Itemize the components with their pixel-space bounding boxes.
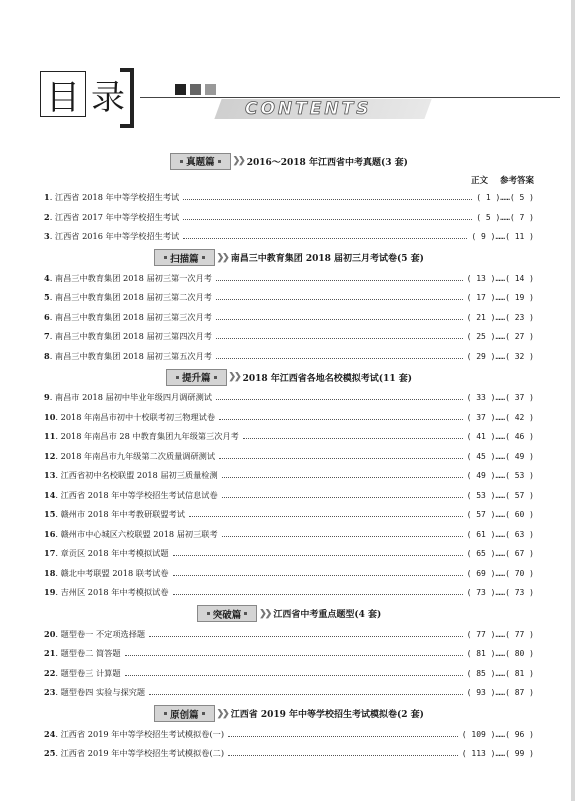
- toc-entry-pages: ( 17 )……( 19 ): [466, 293, 534, 303]
- column-main-text: 正文: [470, 176, 488, 186]
- toc-entry-number: 21: [44, 648, 56, 659]
- toc-entry-label: [44, 312, 212, 323]
- toc-entry[interactable]: [44, 625, 534, 645]
- toc-entry[interactable]: [44, 227, 534, 247]
- page-edge: [571, 0, 575, 801]
- toc-entry-pages: ( 113 )……( 99 ): [461, 749, 534, 759]
- section-title: 南昌三中教育集团 2018 届初三月考试卷(5 套): [230, 254, 424, 264]
- toc-entry-label: [44, 351, 212, 362]
- section-badge: [154, 249, 215, 266]
- toc-entry-pages: ( 33 )……( 37 ): [466, 393, 534, 403]
- toc-entry-number: 11: [44, 431, 56, 442]
- toc-entry-label: [44, 668, 121, 679]
- dot-leader: [216, 358, 463, 359]
- decor-square-light: [205, 84, 216, 95]
- toc-entry-label: [44, 470, 218, 481]
- double-chevron-icon: ❯❯: [228, 372, 240, 382]
- toc-entry-number: 16: [44, 528, 56, 539]
- section-heading: [44, 247, 534, 269]
- toc-entry-title: . 2018 年南昌市九年级第二次质量调研测试: [55, 450, 216, 461]
- toc-entry[interactable]: [44, 683, 534, 703]
- header-rule: [140, 97, 560, 98]
- toc-entry-number: 24: [44, 728, 56, 739]
- dot-leader: [173, 575, 463, 576]
- toc-title: [40, 70, 130, 118]
- toc-entry-pages: ( 57 )……( 60 ): [466, 510, 534, 520]
- toc-entry-number: 20: [44, 628, 56, 639]
- toc-entry[interactable]: [44, 466, 534, 486]
- dot-leader: [222, 477, 463, 478]
- toc-entry-number: 7: [44, 331, 50, 342]
- section-badge: [170, 153, 231, 170]
- badge-dot-icon: [180, 160, 183, 163]
- toc-entry-title: . 2018 年南昌市 28 中教育集团九年级第三次月考: [55, 431, 239, 442]
- toc-entry-pages: ( 5 )……( 7 ): [476, 212, 534, 222]
- toc-entry-title: . 题型卷一 不定项选择题: [55, 628, 146, 639]
- toc-entry-number: 2: [44, 211, 50, 222]
- toc-entry[interactable]: [44, 388, 534, 408]
- badge-dot-icon: [207, 612, 210, 615]
- section-badge-label: 扫描篇: [170, 253, 199, 265]
- dot-leader: [216, 338, 463, 339]
- title-char-lu: 录: [86, 72, 130, 116]
- double-chevron-icon: ❯❯: [216, 252, 228, 263]
- toc-entry-label: [44, 412, 215, 423]
- toc-entry-title: . 南昌三中教育集团 2018 届初三第三次月考: [49, 311, 212, 322]
- dot-leader: [125, 675, 463, 676]
- toc-entry-label: [44, 331, 212, 342]
- toc-entry-title: . 江西省 2019 年中等学校招生考试模拟卷(二): [55, 748, 225, 759]
- section-title: 2016～2018 年江西省中考真题(3 套): [246, 157, 408, 168]
- badge-dot-icon: [176, 376, 179, 379]
- toc-entry-title: . 南昌市 2018 届初中毕业年级四月调研测试: [49, 392, 212, 403]
- toc-entry-number: 4: [44, 272, 50, 283]
- toc-entry[interactable]: [44, 525, 534, 545]
- toc-entry[interactable]: [44, 427, 534, 447]
- section-badge: [197, 605, 258, 622]
- toc-entry-label: [44, 529, 218, 540]
- toc-entry-pages: ( 1 )……( 5 ): [476, 193, 534, 203]
- toc-entry-pages: ( 49 )……( 53 ): [466, 471, 534, 481]
- toc-entry[interactable]: [44, 583, 534, 603]
- toc-entry-number: 10: [44, 411, 56, 422]
- section-badge: [166, 369, 227, 386]
- toc-entry-number: 13: [44, 470, 56, 481]
- toc-entry-number: 14: [44, 489, 56, 500]
- contents-label: CONTENTS: [245, 99, 372, 119]
- section-heading: [44, 150, 534, 172]
- dot-leader: [125, 655, 463, 656]
- toc-entry-pages: ( 37 )……( 42 ): [466, 412, 534, 422]
- toc-entry-pages: ( 81 )……( 80 ): [466, 649, 534, 659]
- toc-entry[interactable]: [44, 188, 534, 208]
- toc-entry[interactable]: [44, 505, 534, 525]
- dot-leader: [243, 438, 463, 439]
- toc-entry-title: . 南昌三中教育集团 2018 届初三第二次月考: [49, 292, 212, 303]
- toc-entry-label: [44, 231, 179, 242]
- toc-entry-number: 15: [44, 509, 56, 520]
- toc-entry-number: 19: [44, 587, 56, 598]
- toc-entry[interactable]: [44, 347, 534, 367]
- dot-leader: [183, 199, 472, 200]
- toc-header: [40, 60, 540, 130]
- dot-leader: [173, 555, 463, 556]
- toc-entry-title: . 南昌三中教育集团 2018 届初三第五次月考: [49, 350, 212, 361]
- toc-entry-pages: ( 13 )……( 14 ): [466, 273, 534, 283]
- toc-entry-title: . 江西省 2017 年中等学校招生考试: [49, 211, 180, 222]
- toc-entry-pages: ( 93 )……( 87 ): [466, 688, 534, 698]
- toc-entry[interactable]: [44, 544, 534, 564]
- toc-entry-number: 12: [44, 450, 56, 461]
- section-badge-label: 提升篇: [182, 373, 211, 384]
- toc-entry-label: [44, 748, 224, 759]
- toc-entry-label: [44, 629, 145, 640]
- section-badge-label: 原创篇: [170, 709, 199, 721]
- badge-dot-icon: [164, 712, 167, 715]
- dot-leader: [189, 516, 463, 517]
- badge-dot-icon: [202, 256, 205, 259]
- dot-leader: [216, 319, 463, 320]
- toc-entry-title: . 题型卷三 计算题: [55, 667, 121, 678]
- dot-leader: [173, 594, 463, 595]
- toc-entry-title: . 江西省 2016 年中等学校招生考试: [49, 231, 180, 242]
- dot-leader: [222, 497, 463, 498]
- toc-entry-label: [44, 192, 179, 203]
- dot-leader: [216, 280, 463, 281]
- toc-entry-pages: ( 109 )……( 96 ): [461, 729, 534, 739]
- toc-entry-title: . 江西省 2018 年中等学校招生考试: [49, 192, 180, 203]
- badge-dot-icon: [202, 712, 205, 715]
- section-title: 江西省中考重点题型(4 套): [273, 610, 382, 620]
- toc-entry-label: [44, 212, 179, 223]
- toc-entry-pages: ( 73 )……( 73 ): [466, 588, 534, 598]
- toc-entry-pages: ( 85 )……( 81 ): [466, 668, 534, 678]
- toc-entry-pages: ( 61 )……( 63 ): [466, 529, 534, 539]
- toc-entry[interactable]: [44, 208, 534, 228]
- toc-entry[interactable]: [44, 269, 534, 289]
- section-badge-label: 真题篇: [186, 157, 215, 168]
- toc-entry-label: [44, 273, 212, 284]
- double-chevron-icon: ❯❯: [259, 608, 271, 619]
- toc-entry-pages: ( 9 )……( 11 ): [471, 232, 534, 242]
- toc-entry-number: 3: [44, 231, 50, 242]
- toc-entry-label: [44, 568, 169, 579]
- toc-entry-pages: ( 25 )……( 27 ): [466, 332, 534, 342]
- toc-entry[interactable]: [44, 564, 534, 584]
- toc-list: [44, 150, 534, 764]
- badge-dot-icon: [214, 376, 217, 379]
- dot-leader: [219, 458, 463, 459]
- toc-entry[interactable]: [44, 288, 534, 308]
- toc-entry-number: 6: [44, 311, 50, 322]
- toc-entry-title: . 江西省初中名校联盟 2018 届初三质量检测: [55, 470, 218, 481]
- toc-entry-number: 25: [44, 748, 56, 759]
- toc-entry-pages: ( 69 )……( 70 ): [466, 568, 534, 578]
- toc-entry-pages: ( 77 )……( 77 ): [466, 629, 534, 639]
- toc-entry-label: [44, 509, 185, 520]
- double-chevron-icon: ❯❯: [232, 156, 244, 166]
- dot-leader: [183, 219, 472, 220]
- title-char-mu: 目: [40, 71, 86, 117]
- toc-entry[interactable]: [44, 644, 534, 664]
- decor-square-dark: [175, 84, 186, 95]
- toc-entry[interactable]: [44, 447, 534, 467]
- toc-entry-label: [44, 587, 169, 598]
- column-answers: 参考答案: [499, 176, 534, 186]
- toc-entry-title: . 章贡区 2018 年中考模拟试题: [55, 548, 169, 559]
- dot-leader: [228, 755, 458, 756]
- toc-entry-pages: ( 53 )……( 57 ): [466, 490, 534, 500]
- toc-entry-pages: ( 41 )……( 46 ): [466, 432, 534, 442]
- column-headers: [44, 172, 534, 188]
- toc-entry[interactable]: [44, 327, 534, 347]
- dot-leader: [149, 694, 462, 695]
- dot-leader: [222, 536, 463, 537]
- toc-entry-label: [44, 451, 215, 462]
- toc-entry-label: [44, 687, 145, 698]
- toc-entry-number: 18: [44, 567, 56, 578]
- toc-entry-label: [44, 648, 121, 659]
- toc-entry[interactable]: [44, 744, 534, 764]
- toc-entry-title: . 江西省 2018 年中等学校招生考试信息试卷: [55, 489, 218, 500]
- toc-entry[interactable]: [44, 308, 534, 328]
- toc-entry-title: . 赣北中考联盟 2018 联考试卷: [55, 567, 169, 578]
- toc-entry-title: . 题型卷二 简答题: [55, 648, 121, 659]
- section-badge: [154, 705, 215, 722]
- toc-entry[interactable]: [44, 408, 534, 428]
- toc-entry-number: 1: [44, 192, 50, 203]
- toc-entry-title: . 南昌三中教育集团 2018 届初三第四次月考: [49, 331, 212, 342]
- toc-entry-number: 5: [44, 292, 50, 303]
- badge-dot-icon: [218, 160, 221, 163]
- section-badge-label: 突破篇: [212, 609, 242, 621]
- section-title: 2018 年江西省各地名校模拟考试(11 套): [242, 373, 412, 384]
- double-chevron-icon: ❯❯: [216, 708, 228, 719]
- toc-entry-label: [44, 490, 218, 501]
- toc-entry-label: [44, 431, 239, 442]
- toc-entry-number: 9: [44, 392, 50, 403]
- section-heading: [44, 603, 534, 625]
- toc-entry-label: [44, 392, 212, 403]
- toc-entry[interactable]: [44, 725, 534, 745]
- dot-leader: [216, 399, 463, 400]
- toc-entry-number: 17: [44, 548, 56, 559]
- toc-entry-pages: ( 45 )……( 49 ): [466, 451, 534, 461]
- section-heading: [44, 366, 534, 388]
- toc-entry-title: . 江西省 2019 年中等学校招生考试模拟卷(一): [55, 728, 225, 739]
- section-title: 江西省 2019 年中等学校招生考试模拟卷(2 套): [230, 710, 424, 720]
- toc-entry-title: . 赣州市中心城区六校联盟 2018 届初三联考: [55, 528, 218, 539]
- toc-entry-title: . 2018 年南昌市初中十校联考初三物理试卷: [55, 411, 216, 422]
- toc-entry-number: 22: [44, 667, 56, 678]
- toc-entry-title: . 题型卷四 实验与探究题: [55, 687, 146, 698]
- dot-leader: [228, 736, 458, 737]
- dot-leader: [183, 238, 467, 239]
- toc-entry-title: . 赣州市 2018 年中考教研联盟考试: [55, 509, 185, 520]
- section-heading: [44, 703, 534, 725]
- dot-leader: [149, 636, 462, 637]
- toc-entry-pages: ( 29 )……( 32 ): [466, 351, 534, 361]
- toc-entry-label: [44, 729, 224, 740]
- toc-entry[interactable]: [44, 664, 534, 684]
- toc-entry-number: 23: [44, 687, 56, 698]
- toc-entry-label: [44, 292, 212, 303]
- toc-entry-pages: ( 21 )……( 23 ): [466, 312, 534, 322]
- toc-entry-title: . 吉州区 2018 年中考模拟试卷: [55, 587, 169, 598]
- toc-entry-label: [44, 548, 169, 559]
- toc-entry-number: 8: [44, 350, 50, 361]
- toc-entry[interactable]: [44, 486, 534, 506]
- decor-square-mid: [190, 84, 201, 95]
- dot-leader: [219, 419, 463, 420]
- toc-entry-pages: ( 65 )……( 67 ): [466, 549, 534, 559]
- badge-dot-icon: [244, 612, 247, 615]
- dot-leader: [216, 299, 463, 300]
- toc-entry-title: . 南昌三中教育集团 2018 届初三第一次月考: [49, 272, 212, 283]
- badge-dot-icon: [164, 256, 167, 259]
